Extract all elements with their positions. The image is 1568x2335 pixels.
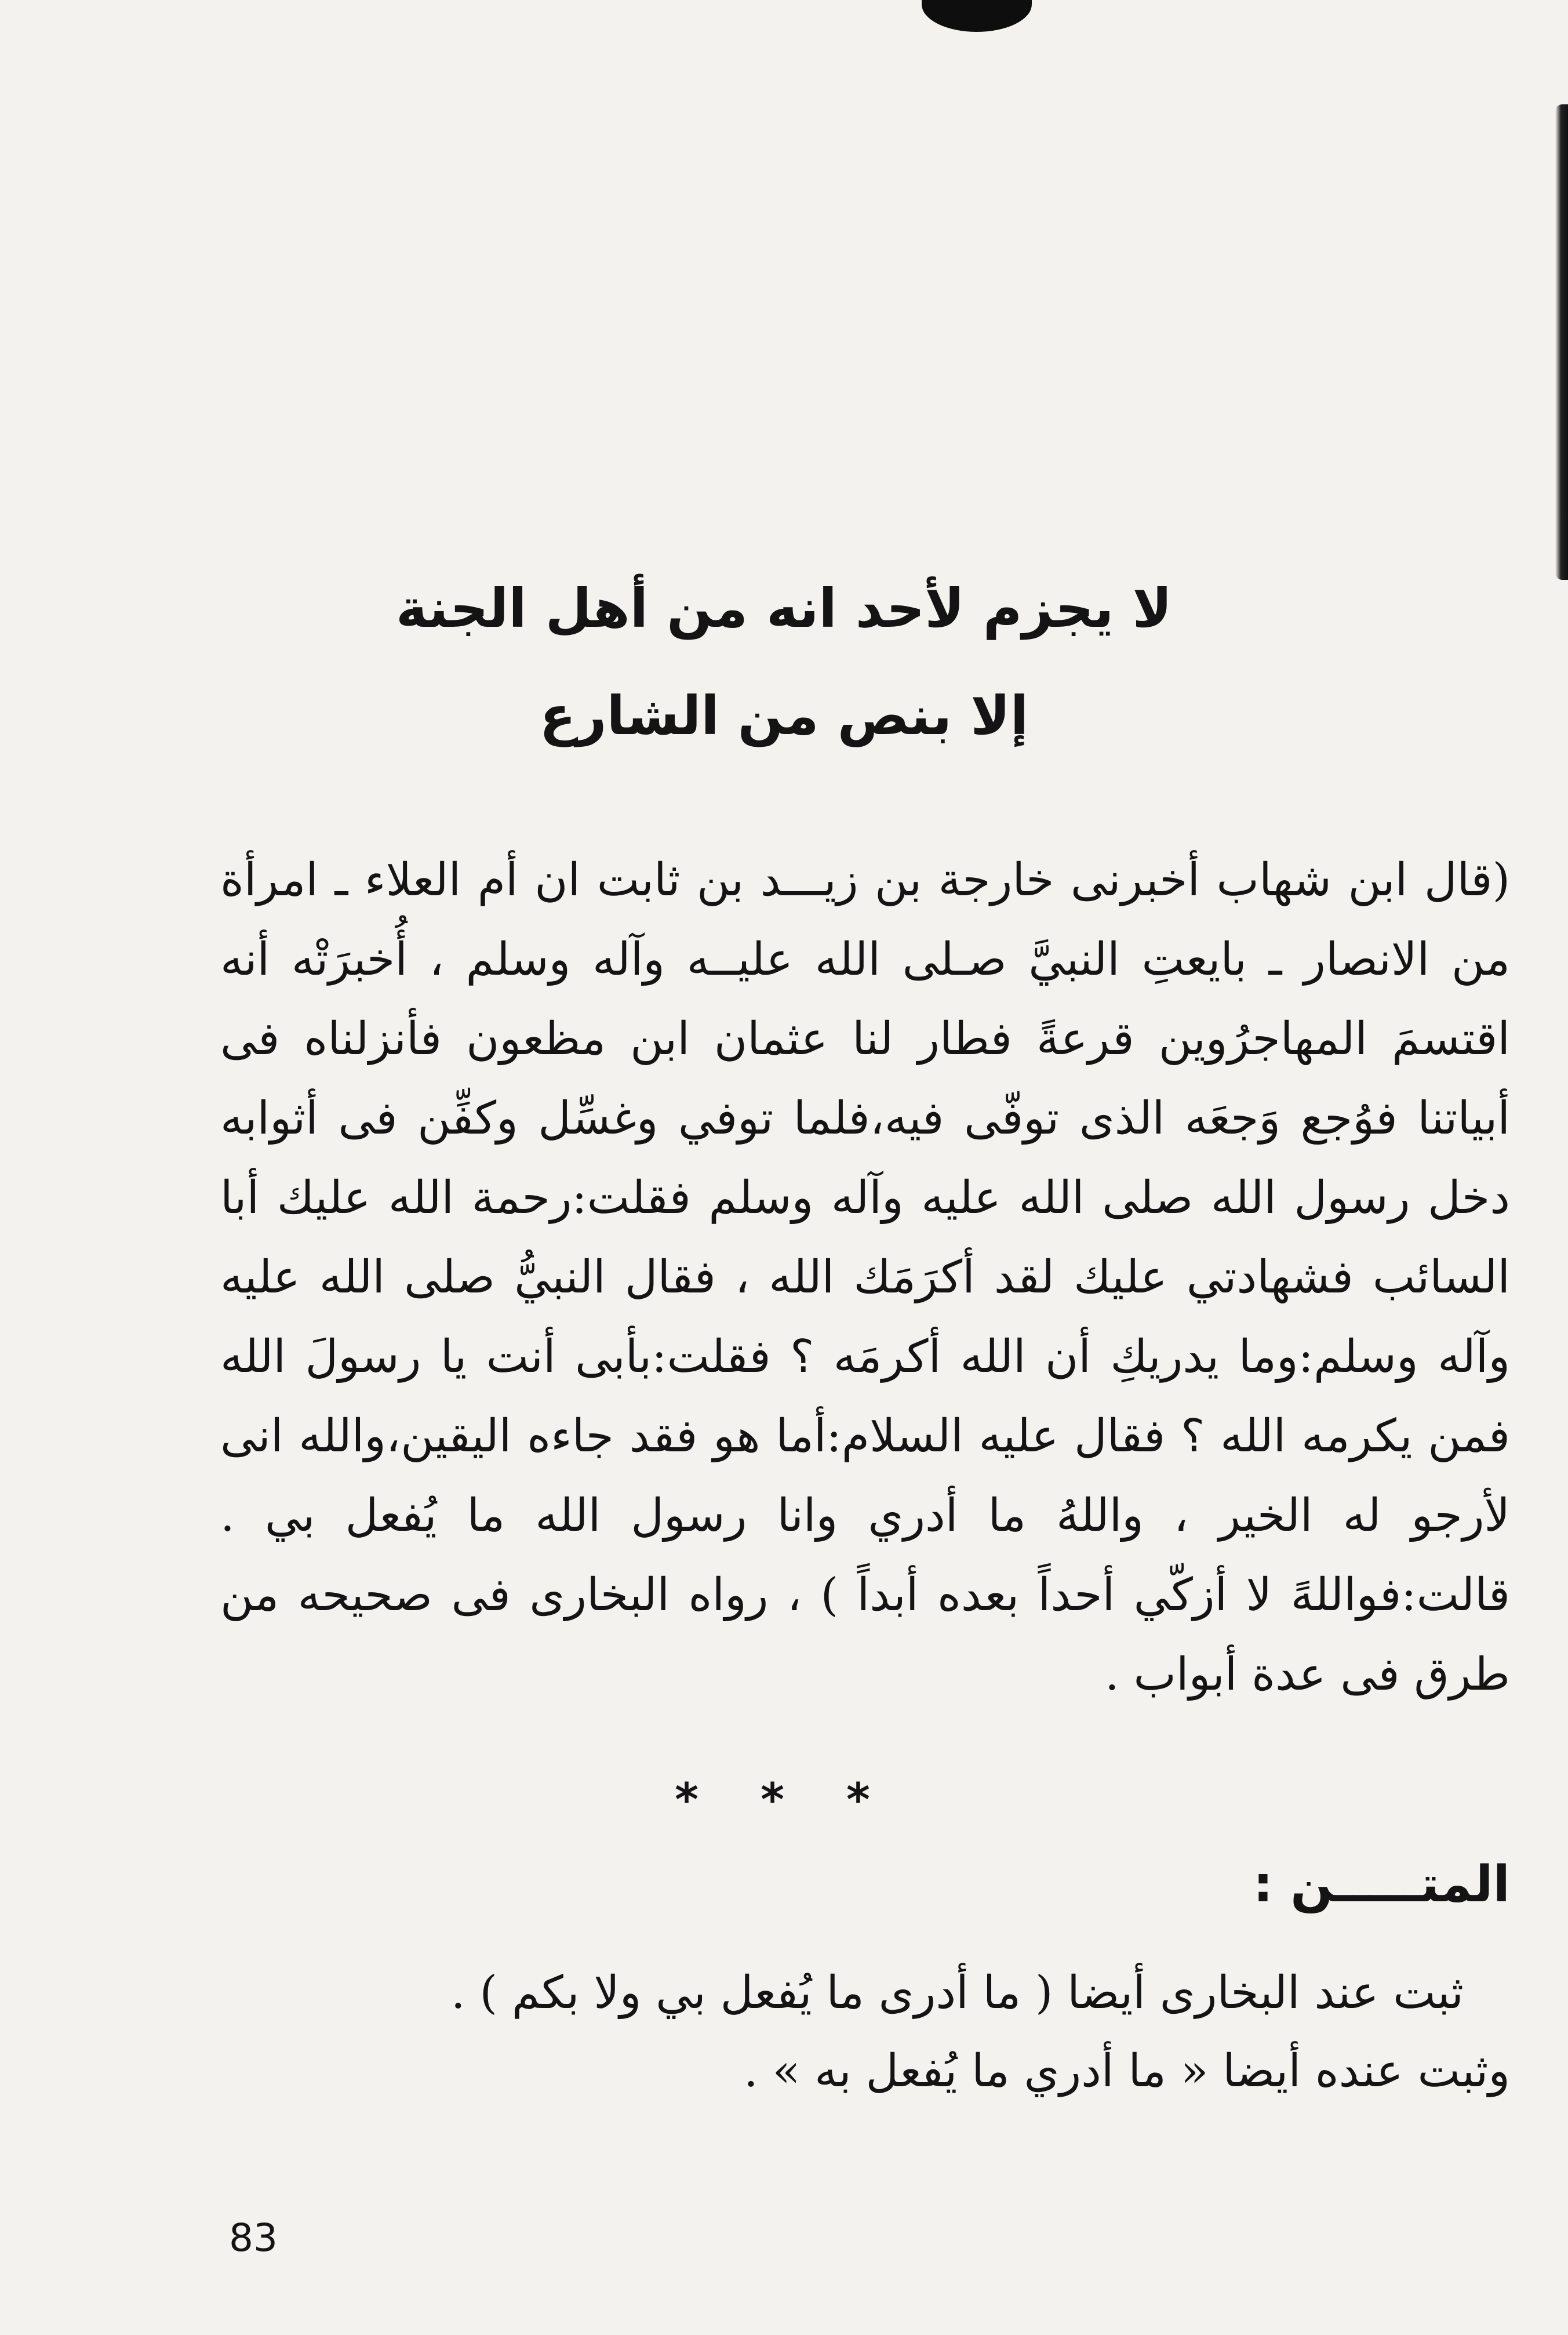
matn-paragraph bbox=[220, 1954, 1510, 2111]
scan-binding-edge bbox=[1555, 104, 1568, 580]
chapter-title-line-2: إلا بنص من الشارع bbox=[539, 685, 1029, 747]
section-separator: * * * bbox=[675, 1774, 893, 1826]
matn-line-2: وثبت عنده أيضا « ما أدري ما يُفعل به » . bbox=[744, 2045, 1510, 2097]
matn-heading: المتـــــن : bbox=[1253, 1855, 1510, 1913]
matn-line-1: ثبت عند البخارى أيضا ( ما أدرى ما يُفعل بي ولا بكم ) . bbox=[450, 1967, 1464, 2019]
hadith-text: (قال ابن شهاب أخبرنى خارجة بن زيـــد بن ثابت ان أم العلاء ـ امرأة من الانصار ـ بايعتِ النبيَّ صـلى الله عليــه وآله وسلم ، أُخبرَتْه أنه اقتسمَ المهاجرُوين قرعةً فطار لنا عثمان ابن مظعون فأنزلناه فى أبياتنا فوُجع وَجعَه الذى توفّى فيه،فلما توفي وغسِّل وكفِّن فى أثوابه دخل رسول الله صلى الله عليه وآله وسلم فقلت:رحمة الله عليك أبا السائب فشهادتي عليك لقد أكرَمَك الله ، فقال النبيُّ صلى الله عليه وآله وسلم:وما يدريكِ أن الله أكرمَه ؟ فقلت:بأبى أنت يا رسولَ الله فمن يكرمه الله ؟ فقال عليه السلام:أما هو فقد جاءه اليقين،والله انى لأرجو له الخير ، واللهُ ما أدري وانا رسول الله ما يُفعل بي . قالت:فواللهً لا أزكّي أحداً بعده أبداً ) ، رواه البخارى فى صحيحه من طرق فى عدة أبواب . bbox=[220, 854, 1510, 1701]
scan-shadow-top bbox=[922, 0, 1032, 32]
chapter-title-line-1: لا يجزم لأحد انه من أهل الجنة bbox=[396, 578, 1172, 640]
page-number: 83 bbox=[229, 2216, 278, 2260]
hadith-paragraph bbox=[220, 841, 1510, 1715]
